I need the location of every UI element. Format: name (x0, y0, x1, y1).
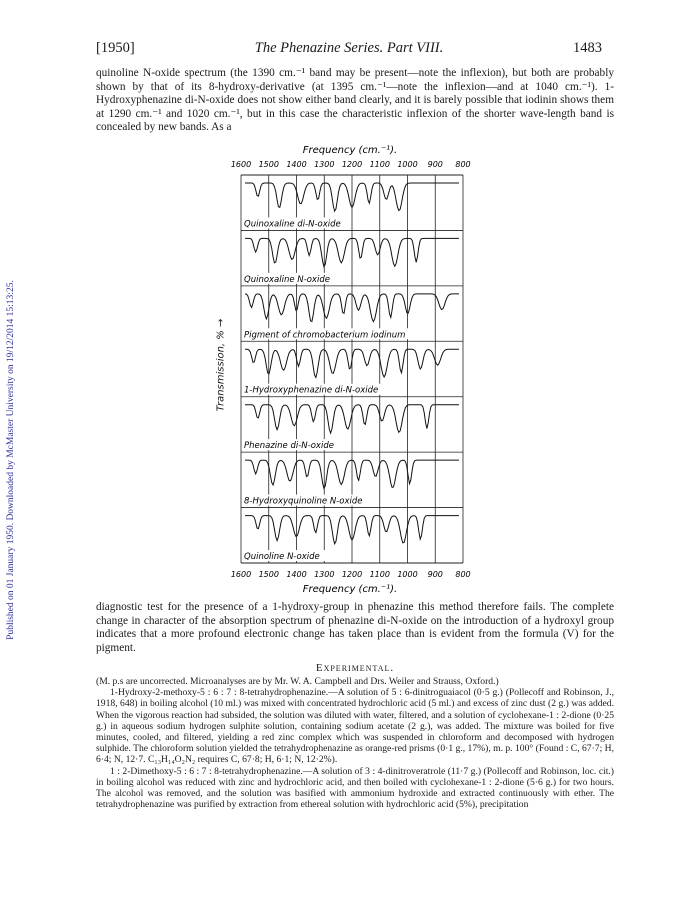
experimental-para-1: 1-Hydroxy-2-methoxy-5 : 6 : 7 : 8-tetrahydrophenazine.—A solution of 5 : 6-dinitroguaiacol (0·5 g.) (Pollecoff and Robinson, J., 1918, 648) in boiling alcohol (10 ml.) was mixed with concentrated hydrochloric acid (5 ml.) and excess of zinc dust (2 g.) was added. When the vigorous reaction had subsided, the solution was diluted with water, filtered, and a solution of cyclohexane-1 : 2-dione (0·25 g.) in aqueous sodium hydrogen sulphite solution, containing sodium acetate (2 g.), was added. The mixture was boiled for five minutes, cooled, and filtered, yielding a red zinc complex which was suspended in chloroform and decomposed with hydrogen sulphide. The chloroform solution yielded the tetrahydrophenazine as orange-red prisms (0·1 g., 17%), m. p. 100° (Found : C, 67·7; H, 6·4; N, 12·7. C₁₃H₁₄O₂N₂ requires C, 67·8; H, 6·1; N, 12·2%). (96, 687, 614, 766)
spectrum-label: 8-Hydroxyquinoline N-oxide (244, 496, 363, 507)
header-title: The Phenazine Series. Part VIII. (254, 40, 444, 56)
spectrum-labels (243, 217, 410, 562)
top-tick-label: 1500 (258, 160, 279, 169)
download-watermark (0, 140, 22, 780)
conclusion-paragraph (96, 601, 614, 655)
spectrum-label: Pigment of chromobacterium iodinum (244, 330, 406, 341)
top-tick-label: 1300 (314, 160, 335, 169)
top-axis-title: Frequency (cm.⁻¹). (302, 145, 398, 156)
bottom-tick-labels (231, 570, 471, 579)
ir-spectra-figure (215, 143, 485, 595)
bottom-tick-label: 900 (427, 570, 443, 579)
bottom-tick-label: 800 (455, 570, 471, 579)
top-tick-label: 900 (427, 160, 443, 169)
intro-paragraph (96, 67, 614, 135)
spectrum-label: Quinoxaline di-N-oxide (244, 219, 341, 230)
experimental-section (96, 676, 614, 810)
bottom-tick-label: 1200 (341, 570, 363, 579)
bottom-axis-title: Frequency (cm.⁻¹). (302, 584, 398, 595)
page-number: 1483 (573, 40, 602, 56)
top-tick-label: 1200 (341, 160, 363, 169)
y-axis-title: Transmission, % → (215, 318, 227, 412)
bottom-tick-label: 1100 (369, 570, 390, 579)
top-tick-label: 1600 (230, 160, 252, 169)
spectrum-label: Quinoxaline N-oxide (244, 274, 330, 285)
top-tick-labels (231, 160, 471, 169)
bottom-tick-label: 1300 (314, 570, 335, 579)
running-header (96, 40, 602, 62)
y-axis-title-wrap (214, 300, 228, 430)
spectra-svg (215, 143, 485, 595)
bottom-tick-label: 1000 (397, 570, 418, 579)
spectrum-label: Phenazine di-N-oxide (244, 441, 334, 452)
conclusion-text: diagnostic test for the presence of a 1-hydroxy-group in phenazine this method therefore fails. The complete change in character of the absorption spectrum of phenazine di-N-oxide on the introduction of a hydroxyl group indicates that a more profound electronic change has taken place than is evident from the formula (V) for the pigment. (96, 601, 614, 654)
experimental-heading: Experimental. (315, 662, 395, 674)
top-tick-label: 1000 (397, 160, 418, 169)
bottom-tick-label: 1600 (230, 570, 252, 579)
header-year: [1950] (96, 40, 135, 56)
bottom-tick-label: 1400 (286, 570, 307, 579)
spectrum-label: Quinoline N-oxide (244, 552, 320, 562)
top-tick-label: 1400 (286, 160, 307, 169)
top-tick-label: 1100 (369, 160, 390, 169)
spectrum-label: 1-Hydroxyphenazine di-N-oxide (244, 385, 379, 396)
bottom-tick-label: 1500 (258, 570, 279, 579)
experimental-intro: (M. p.s are uncorrected. Microanalyses are by Mr. W. A. Campbell and Drs. Weiler and Strauss, Oxford.) (96, 676, 499, 687)
watermark-text: Published on 01 January 1950. Downloaded by McMaster University on 19/12/2014 15:13:25. (6, 280, 16, 640)
top-tick-label: 800 (455, 160, 471, 169)
experimental-para-2: 1 : 2-Dimethoxy-5 : 6 : 7 : 8-tetrahydrophenazine.—A solution of 3 : 4-dinitroveratrole (11·7 g.) (Pollecoff and Robinson, loc. cit.) in boiling alcohol was reduced with zinc and hydrochloric acid, and then boiled with cyclohexane-1 : 2-dione (5·6 g.) for two hours. The alcohol was removed, and the solution was basified with ammonium hydroxide and extracted continuously with ether. The tetrahydrophenazine was purified by extraction from ethereal solution with hydrochloric acid (5%), precipitation (96, 765, 614, 811)
intro-text: quinoline N-oxide spectrum (the 1390 cm.⁻¹ band may be present—note the inflexion), but both are probably shown by that of its 8-hydroxy-derivative (at 1395 cm.⁻¹—note the inflexion—and at 1040 cm.⁻¹). 1-Hydroxyphenazine di-N-oxide does not show either band clearly, and it is barely possible that iodinin shows them at 1290 cm.⁻¹ and 1020 cm.⁻¹, but in this case the characteristic inflexion of the shorter wave-length band is concealed by new bands. As a (96, 67, 614, 134)
